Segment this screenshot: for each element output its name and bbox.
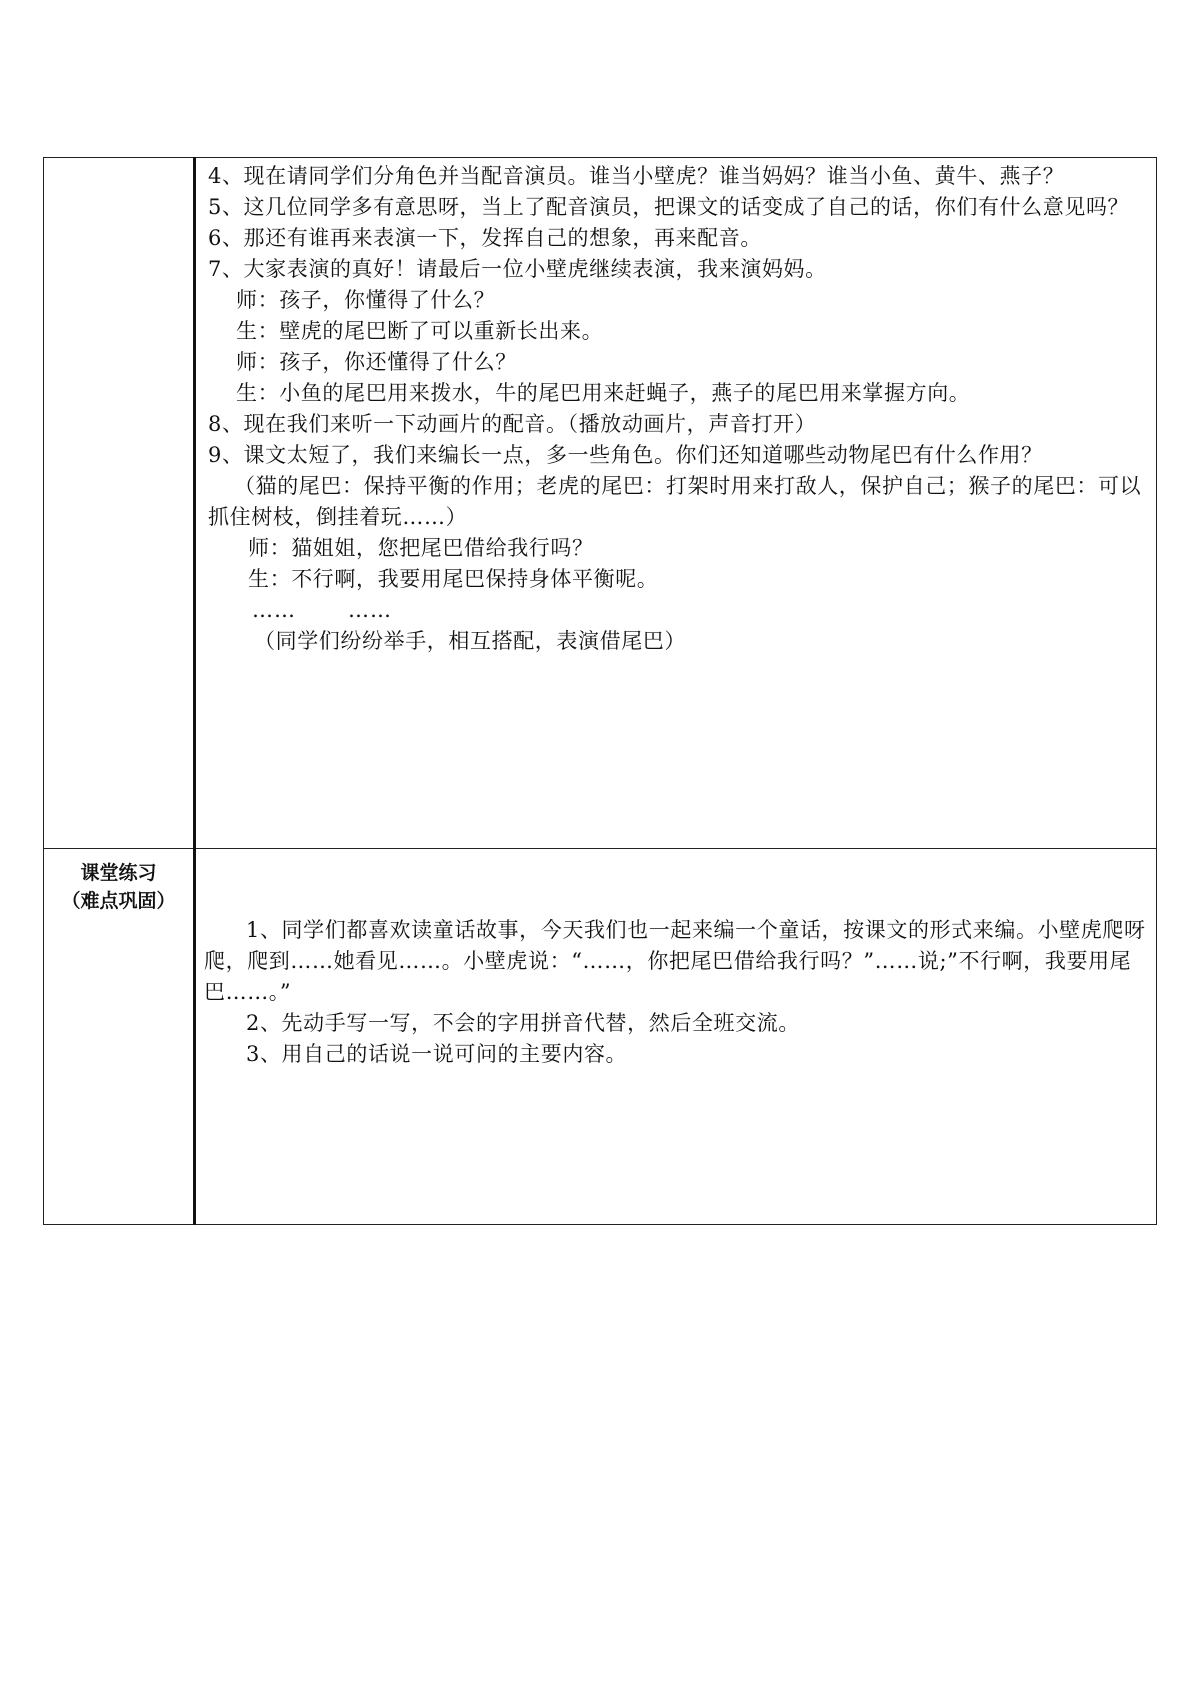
dialogue-teacher-1: 师：孩子，你懂得了什么？ <box>236 288 496 312</box>
row-content-cell <box>195 158 1157 849</box>
activity-steps <box>196 158 1156 657</box>
step-5: 5、这几位同学多有意思呀，当上了配音演员，把课文的话变成了自己的话，你们有什么意见吗？ <box>208 195 1130 219</box>
lesson-plan-table <box>43 157 1157 1225</box>
section-label-subtitle: （难点巩固） <box>61 890 176 912</box>
class-activity-note: （同学们纷纷举手，相互搭配，表演借尾巴） <box>254 629 686 653</box>
dialogue-teacher-3: 师：猫姐姐，您把尾巴借给我行吗？ <box>248 536 594 560</box>
practice-item-2: 2、先动手写一写，不会的字用拼音代替，然后全班交流。 <box>246 1011 800 1035</box>
step-7: 7、大家表演的真好！请最后一位小壁虎继续表演，我来演妈妈。 <box>208 257 827 281</box>
table-row <box>44 158 1157 849</box>
step-9: 9、课文太短了，我们来编长一点，多一些角色。你们还知道哪些动物尾巴有什么作用？ <box>208 443 1043 467</box>
dialogue-teacher-2: 师：孩子，你还懂得了什么？ <box>236 350 517 374</box>
dialogue-student-3: 生：不行啊，我要用尾巴保持身体平衡呢。 <box>248 567 659 591</box>
dialogue-student-2: 生：小鱼的尾巴用来拨水，牛的尾巴用来赶蝇子，燕子的尾巴用来掌握方向。 <box>236 381 971 405</box>
step-4: 4、现在请同学们分角色并当配音演员。谁当小壁虎？谁当妈妈？谁当小鱼、黄牛、燕子？ <box>208 164 1065 188</box>
practice-item-3: 3、用自己的话说一说可问的主要内容。 <box>246 1042 628 1066</box>
dialogue-student-1: 生：壁虎的尾巴断了可以重新长出来。 <box>236 319 604 343</box>
step-6: 6、那还有谁再来表演一下，发挥自己的想象，再来配音。 <box>208 226 762 250</box>
row-content-cell <box>195 849 1157 1225</box>
animal-tails-note: （猫的尾巴：保持平衡的作用；老虎的尾巴：打架时用来打敌人，保护自己；猴子的尾巴：可以抓住树枝，倒挂着玩……） <box>208 474 1142 529</box>
practice-item-1: 1、同学们都喜欢读童话故事，今天我们也一起来编一个童话，按课文的形式来编。小壁虎爬呀爬，爬到……她看见……。小壁虎说：“……，你把尾巴借给我行吗？”……说;”不行啊，我要用尾巴……。” <box>204 918 1146 1004</box>
ellipsis-row <box>208 595 1146 626</box>
step-8: 8、现在我们来听一下动画片的配音。（播放动画片，声音打开） <box>208 412 817 436</box>
section-label-title: 课堂练习 <box>80 862 157 884</box>
section-label <box>44 849 193 915</box>
practice-items <box>196 849 1156 1070</box>
table-row <box>44 849 1157 1225</box>
row-label-cell <box>44 849 195 1225</box>
ellipsis-2: …… <box>348 598 392 622</box>
ellipsis-1: …… <box>252 598 296 622</box>
row-label-cell-empty <box>44 158 195 849</box>
